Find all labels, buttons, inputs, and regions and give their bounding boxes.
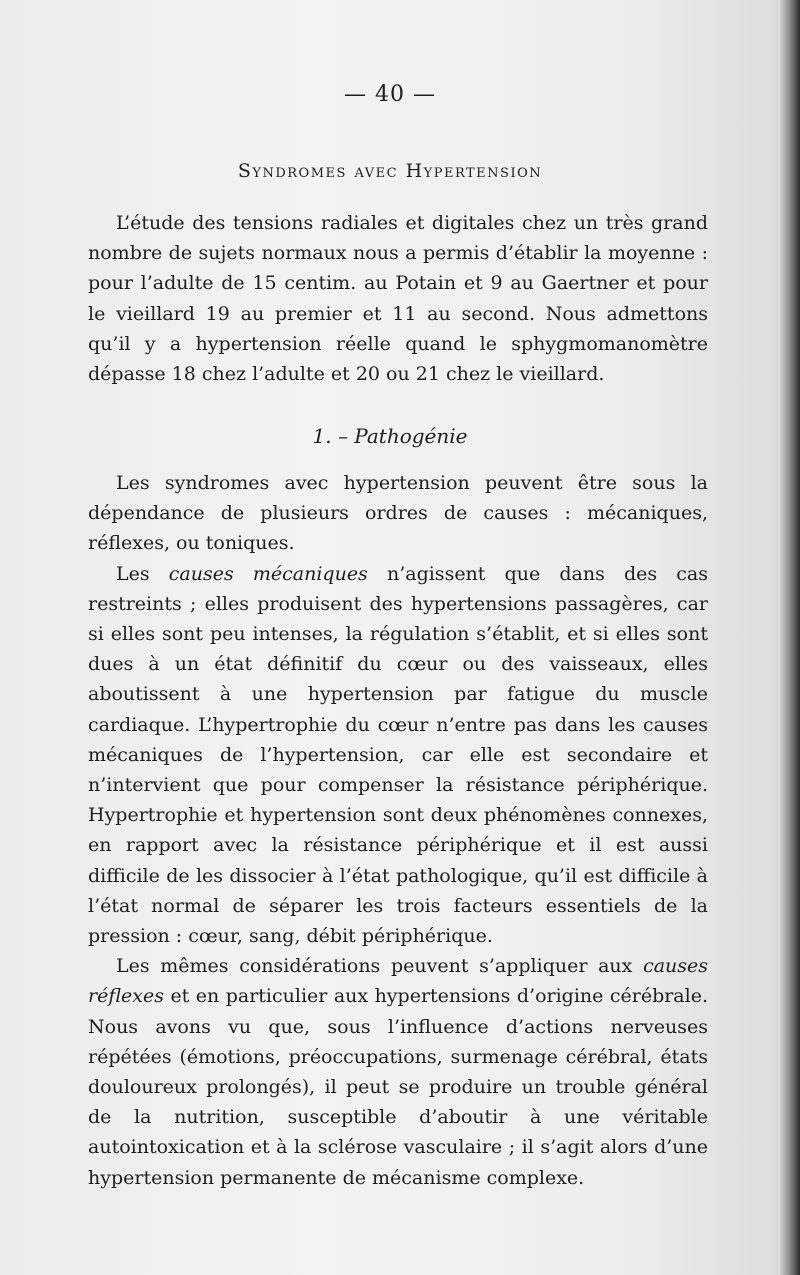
- subsection-title: Pathogénie: [354, 424, 468, 448]
- paragraph-causes: Les syndromes avec hypertension peuvent être sous la dépendance de plusieurs ordres de causes : mécaniques, réflexes, ou toniques.: [88, 472, 708, 555]
- paragraph-reflexes-emphasis: causes réflexes: [88, 955, 709, 1008]
- paragraph-reflexes-text: et en particulier aux hypertensions d’origine cérébrale. Nous avons vu que, sous l’influence d’actions nerveuses répétées (émotions, préoccupations, surmenage cérébral, états douloureux prolongés), il peut se produire un trouble général de la nutrition, susceptible d’aboutir à une véritable autointoxication et à la sclérose vasculaire ; il s’agit alors d’une hypertension permanente de mécanisme complexe.: [88, 985, 708, 1189]
- section-heading: Syndromes avec Hypertension: [237, 160, 543, 182]
- subsection-heading: [0, 424, 780, 448]
- intro-block: [88, 208, 708, 389]
- page-edge-shadow: [780, 0, 800, 1275]
- subsection-dash: –: [337, 424, 348, 448]
- paragraph-mecaniques-emphasis: causes mécaniques: [168, 562, 368, 585]
- paragraph-reflexes-lead: Les mêmes considérations peuvent s’appliquer aux: [116, 955, 633, 978]
- page-number: — 40 —: [344, 82, 436, 107]
- paragraph-reflexes: [88, 951, 708, 1193]
- paragraph-mecaniques-lead: Les: [116, 562, 150, 585]
- subsection-number: 1.: [312, 424, 332, 448]
- intro-paragraph: L’étude des tensions radiales et digitales chez un très grand nombre de sujets normaux nous a permis d’établir la moyenne : pour l’adulte de 15 centim. au Potain et 9 au Gaertner et pour le vieillard 19 au premier et 11 au second. Nous admettons qu’il y a hypertension réelle quand le sphygmomanomètre dépasse 18 chez l’adulte et 20 ou 21 chez le vieillard.: [88, 212, 708, 386]
- paragraph-mecaniques: [88, 559, 708, 952]
- body-block: [88, 468, 708, 1193]
- paragraph-mecaniques-text: n’agissent que dans des cas restreints ; elles produisent des hypertensions passagères, car si elles sont peu intenses, la régulation s’établit, et si elles sont dues à un état définitif du cœur ou des vaisseaux, elles aboutissent à une hypertension par fatigue du muscle cardiaque. L’hypertrophie du cœur n’entre pas dans les causes mécaniques de l’hypertension, car elle est secondaire et n’intervient que pour compenser la résistance périphérique. Hypertrophie et hypertension sont deux phénomènes connexes, en rapport avec la résistance périphérique et il est aussi difficile de les dissocier à l’état pathologique, qu’il est difficile à l’état normal de séparer les trois facteurs essentiels de la pression : cœur, sang, débit périphérique.: [88, 562, 708, 948]
